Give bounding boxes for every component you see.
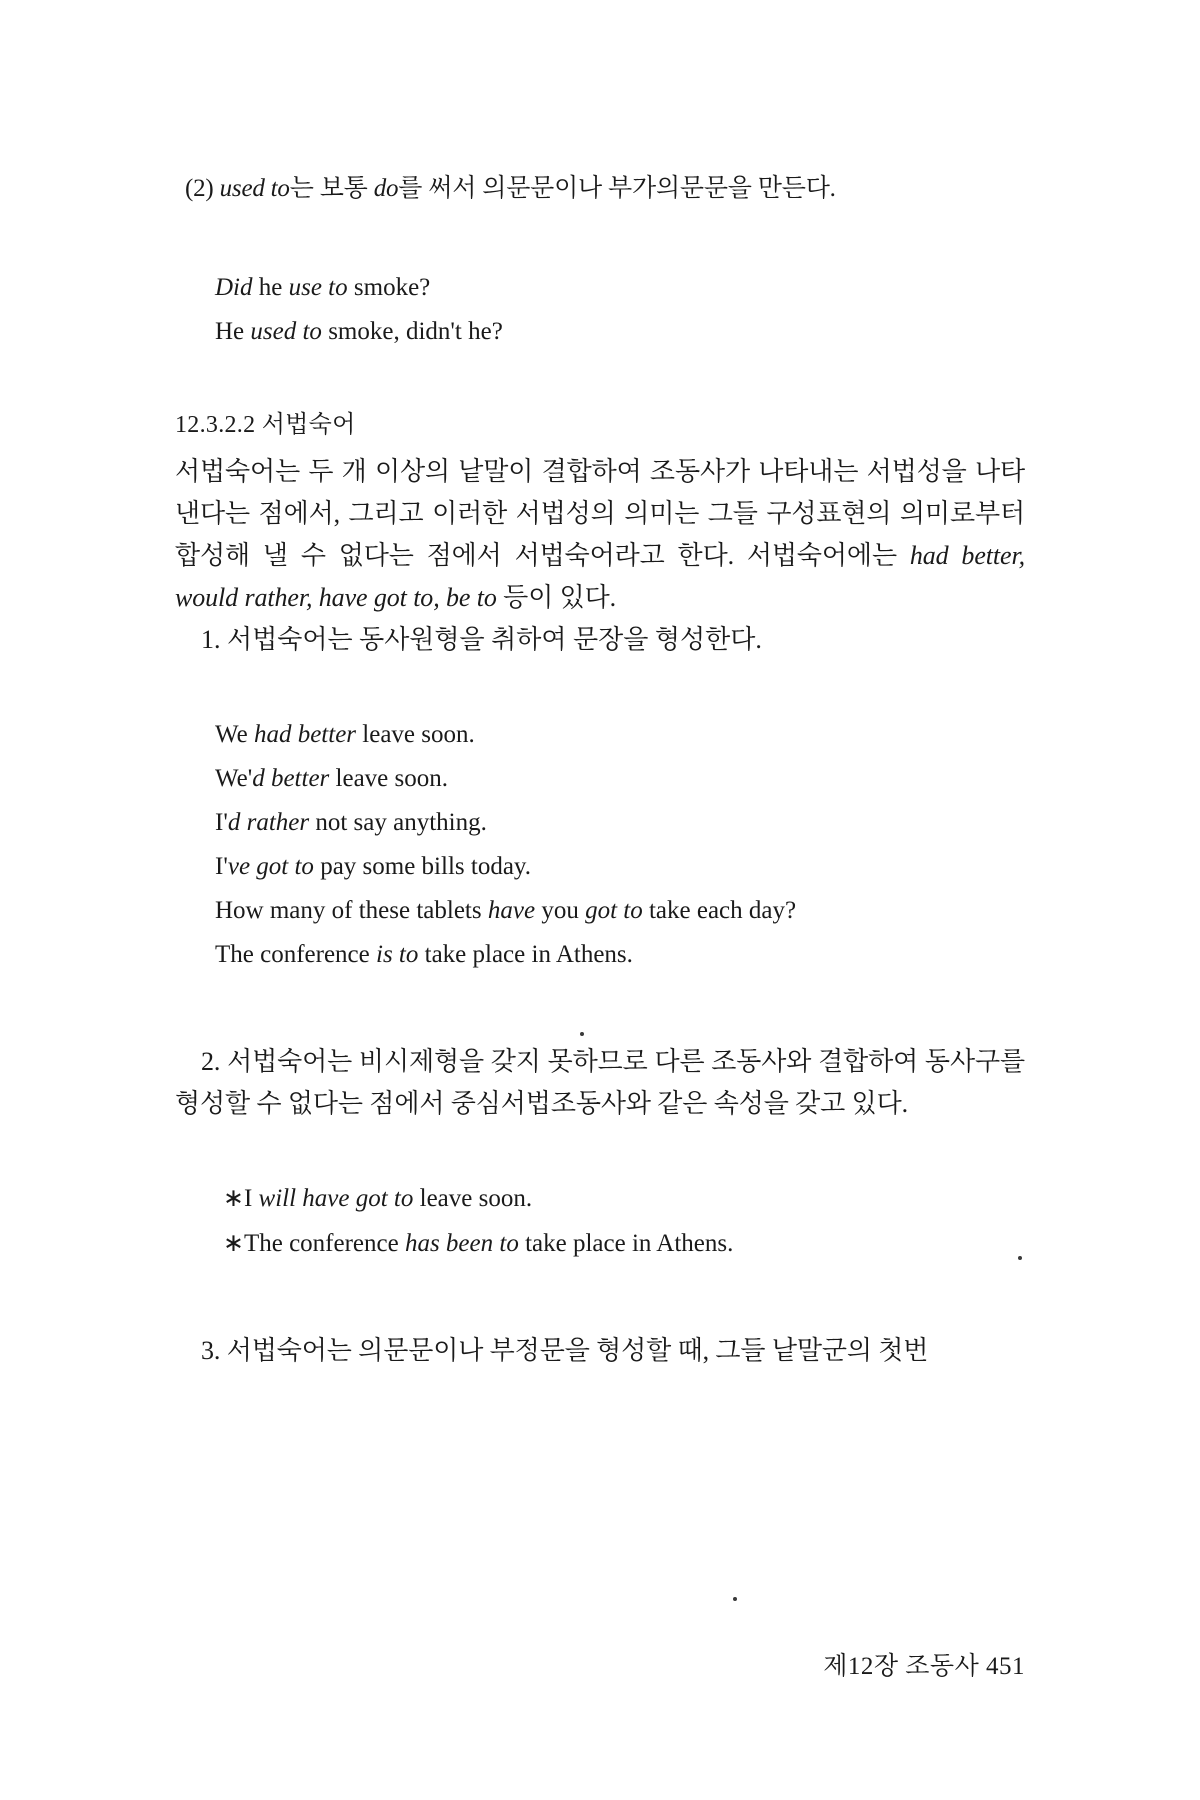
example-fragment: he	[252, 273, 289, 301]
example-line	[215, 933, 1025, 977]
example-fragment: d rather	[227, 809, 310, 837]
example-fragment: take place in Athens.	[518, 1229, 734, 1257]
example-fragment: used to	[250, 318, 322, 345]
spacer	[175, 977, 1025, 1041]
example-fragment: have	[487, 897, 536, 925]
example-fragment: got to	[585, 897, 643, 925]
example-fragment: ∗I	[223, 1185, 259, 1213]
intro-text-2: 를 써서 의문문이나 부가의문문을 만든다.	[398, 175, 836, 202]
example-fragment: smoke, didn't he?	[321, 318, 503, 345]
example-fragment: smoke?	[347, 273, 431, 301]
example-fragment: use to	[288, 273, 348, 301]
example-line	[215, 310, 1025, 355]
example-fragment: is to	[376, 941, 419, 969]
example-fragment: leave soon.	[413, 1185, 533, 1213]
section-heading: 12.3.2.2 서법숙어	[175, 411, 356, 438]
ink-speck	[733, 1597, 737, 1601]
example-fragment: leave soon.	[356, 721, 475, 749]
section-body-italic-terms: had better, would rather, have got to, be to	[175, 540, 1025, 612]
example-fragment: The conference	[215, 941, 376, 969]
example-fragment: He	[215, 318, 251, 345]
example-fragment: has been to	[404, 1229, 519, 1257]
intro-text-1: 는 보통	[289, 175, 374, 202]
example-fragment: not say anything.	[309, 809, 487, 837]
example-fragment: take each day?	[642, 897, 797, 925]
example-line	[215, 757, 1025, 801]
example-line	[215, 713, 1025, 757]
example-fragment: ve got to	[227, 853, 314, 881]
section-body-paragraph	[175, 451, 1025, 619]
example-fragment: d better	[252, 765, 330, 793]
example-line	[215, 889, 1025, 933]
intro-marker: (2)	[185, 175, 220, 202]
ink-speck	[1018, 1256, 1022, 1260]
example-block-3	[175, 1177, 1025, 1266]
example-fragment: We'	[215, 765, 253, 793]
intro-italic-do: do	[373, 175, 399, 202]
example-line	[215, 266, 1025, 311]
example-fragment: will have got to	[258, 1185, 414, 1213]
example-block-1	[175, 266, 1025, 355]
example-fragment: take place in Athens.	[418, 941, 633, 969]
example-fragment: ∗The conference	[223, 1229, 405, 1257]
example-fragment: had better	[253, 721, 357, 749]
example-fragment: We	[215, 721, 254, 749]
example-fragment: I'	[215, 853, 228, 881]
example-line	[223, 1222, 1025, 1267]
ink-speck	[580, 1032, 584, 1036]
example-fragment: you	[535, 897, 586, 925]
example-block-2	[175, 713, 1025, 977]
numbered-item-2: 2. 서법숙어는 비시제형을 갖지 못하므로 다른 조동사와 결합하여 동사구를 형성할 수 없다는 점에서 중심서법조동사와 같은 속성을 갖고 있다.	[175, 1047, 1025, 1119]
example-line	[215, 845, 1025, 889]
spacer	[175, 1266, 1025, 1330]
numbered-item-3: 3. 서법숙어는 의문문이나 부정문을 형성할 때, 그들 낱말군의 첫번	[201, 1336, 929, 1366]
spacer	[175, 661, 1025, 713]
numbered-item-1: 1. 서법숙어는 동사원형을 취하여 문장을 형성한다.	[201, 624, 762, 654]
example-fragment: leave soon.	[329, 765, 448, 793]
example-fragment: How many of these tablets	[215, 897, 488, 925]
intro-italic-used-to: used to	[219, 175, 290, 202]
section-body-text: 서법숙어는 두 개 이상의 낱말이 결합하여 조동사가 나타내는 서법성을 나타낸다는 점에서, 그리고 이러한 서법성의 의미는 그들 구성표현의 의미로부터 합성해 낼 수 없다는 점에서 서법숙어라고 한다. 서법숙어에는	[175, 456, 1025, 570]
example-fragment: Did	[215, 273, 253, 301]
example-line	[223, 1177, 1025, 1222]
example-line	[215, 801, 1025, 845]
example-fragment: I'	[215, 809, 228, 837]
intro-paragraph	[175, 170, 1025, 208]
example-fragment: pay some bills today.	[313, 853, 532, 881]
page-footer: 제12장 조동사 451	[823, 1653, 1025, 1680]
spacer	[175, 1125, 1025, 1177]
section-body-tail: 등이 있다.	[496, 582, 617, 612]
